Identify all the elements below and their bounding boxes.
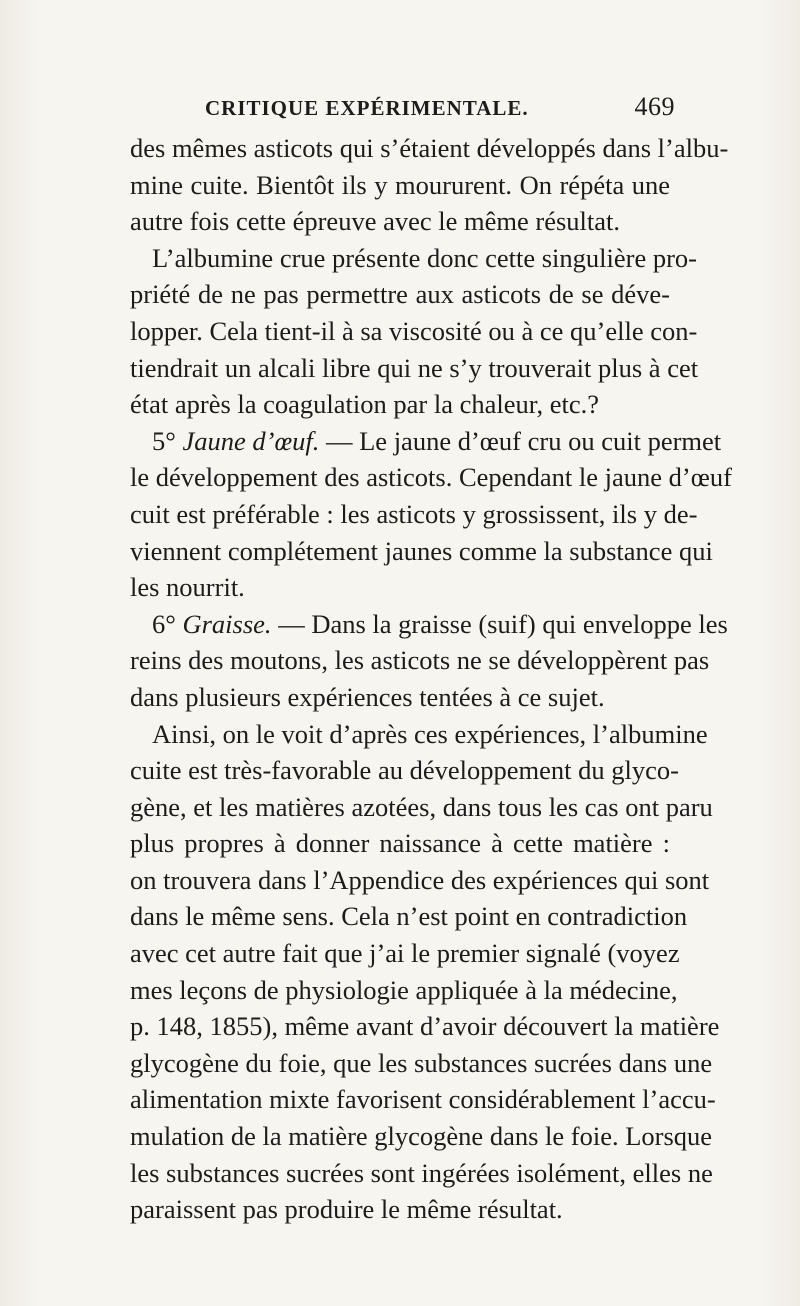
- text-line: [130, 203, 670, 240]
- text-line: [130, 642, 710, 679]
- line-text: mes leçons de physiologie appliquée à la médecine,: [130, 974, 678, 1005]
- line-text: dans plusieurs expériences tentées à ce sujet.: [130, 681, 605, 712]
- line-text: dans le même sens. Cela n’est point en contradiction: [130, 901, 688, 932]
- line-text: mulation de la matière glycogène dans le foie. Lorsque: [130, 1121, 713, 1152]
- line-text: — Dans la graisse (suif) qui enveloppe les: [271, 608, 728, 639]
- line-text: priété de ne pas permettre aux asticots de se déve-: [130, 279, 670, 310]
- line-text: glycogène du foie, que les substances sucrées dans une: [130, 1047, 713, 1078]
- running-title: CRITIQUE EXPÉRIMENTALE.: [205, 96, 529, 120]
- text-line: [130, 313, 698, 350]
- section-number: 5°: [152, 425, 183, 456]
- text-line: [130, 240, 697, 277]
- line-text: autre fois cette épreuve avec le même résultat.: [130, 206, 620, 237]
- text-line: [130, 1191, 670, 1228]
- line-text: viennent complétement jaunes comme la substance qui: [130, 535, 713, 566]
- text-line: [130, 935, 680, 972]
- line-text: lopper. Cela tient-il à sa viscosité ou à ce qu’elle con-: [130, 315, 698, 346]
- section-heading: Jaune d’œuf.: [182, 425, 320, 456]
- text-line: [130, 459, 732, 496]
- line-text: paraissent pas produire le même résultat.: [130, 1194, 563, 1225]
- line-text: tiendrait un alcali libre qui ne s’y trouverait plus à cet: [130, 352, 699, 383]
- text-line: [130, 167, 670, 204]
- section-heading: Graisse.: [182, 608, 272, 639]
- line-text: reins des moutons, les asticots ne se développèrent pas: [130, 645, 710, 676]
- text-line: [130, 1045, 713, 1082]
- line-text: cuit est préférable : les asticots y grossissent, ils y de-: [130, 498, 698, 529]
- line-text: Ainsi, on le voit d’après ces expériences, l’albumine: [152, 718, 708, 749]
- line-text: mine cuite. Bientôt ils y moururent. On répéta une: [130, 169, 670, 200]
- text-line: [130, 276, 670, 313]
- text-line: [130, 1081, 716, 1118]
- page-number: 469: [634, 92, 675, 121]
- line-text: alimentation mixte favorisent considérablement l’accu-: [130, 1084, 716, 1115]
- line-text: les substances sucrées sont ingérées isolément, elles ne: [130, 1157, 713, 1188]
- line-text: des mêmes asticots qui s’étaient développés dans l’albu-: [130, 133, 729, 163]
- text-line: [130, 862, 710, 899]
- text-line: [130, 606, 728, 643]
- text-line: [130, 1008, 720, 1045]
- text-line: [130, 130, 729, 167]
- line-text: les nourrit.: [130, 572, 245, 603]
- body-text: [130, 130, 732, 1228]
- text-line: [130, 789, 713, 826]
- text-line: [130, 569, 670, 606]
- line-text: L’albumine crue présente donc cette singulière pro-: [152, 242, 697, 273]
- text-line: [130, 350, 699, 387]
- line-text: état après la coagulation par la chaleur, etc.?: [130, 389, 600, 420]
- running-header: [205, 92, 675, 122]
- line-text: gène, et les matières azotées, dans tous les cas ont paru: [130, 791, 713, 822]
- text-line: [130, 533, 713, 570]
- text-line: [130, 716, 708, 753]
- line-text: le développement des asticots. Cependant le jaune d’œuf: [130, 462, 732, 493]
- text-line: [130, 752, 679, 789]
- line-text: cuite est très-favorable au développement du glyco-: [130, 755, 679, 786]
- line-text: on trouvera dans l’Appendice des expériences qui sont: [130, 864, 710, 895]
- line-text: p. 148, 1855), même avant d’avoir découvert la matière: [130, 1011, 720, 1042]
- text-line: [130, 1118, 713, 1155]
- text-line: [130, 972, 678, 1009]
- line-text: plus propres à donner naissance à cette matière :: [130, 828, 670, 859]
- text-line: [130, 898, 688, 935]
- section-number: 6°: [152, 608, 183, 639]
- text-line: [130, 386, 670, 423]
- text-line: [130, 423, 722, 460]
- text-line: [130, 496, 698, 533]
- line-text: — Le jaune d’œuf cru ou cuit permet: [319, 425, 722, 456]
- text-line: [130, 825, 670, 862]
- text-line: [130, 679, 670, 716]
- text-line: [130, 1155, 713, 1192]
- line-text: avec cet autre fait que j’ai le premier signalé (voyez: [130, 938, 680, 969]
